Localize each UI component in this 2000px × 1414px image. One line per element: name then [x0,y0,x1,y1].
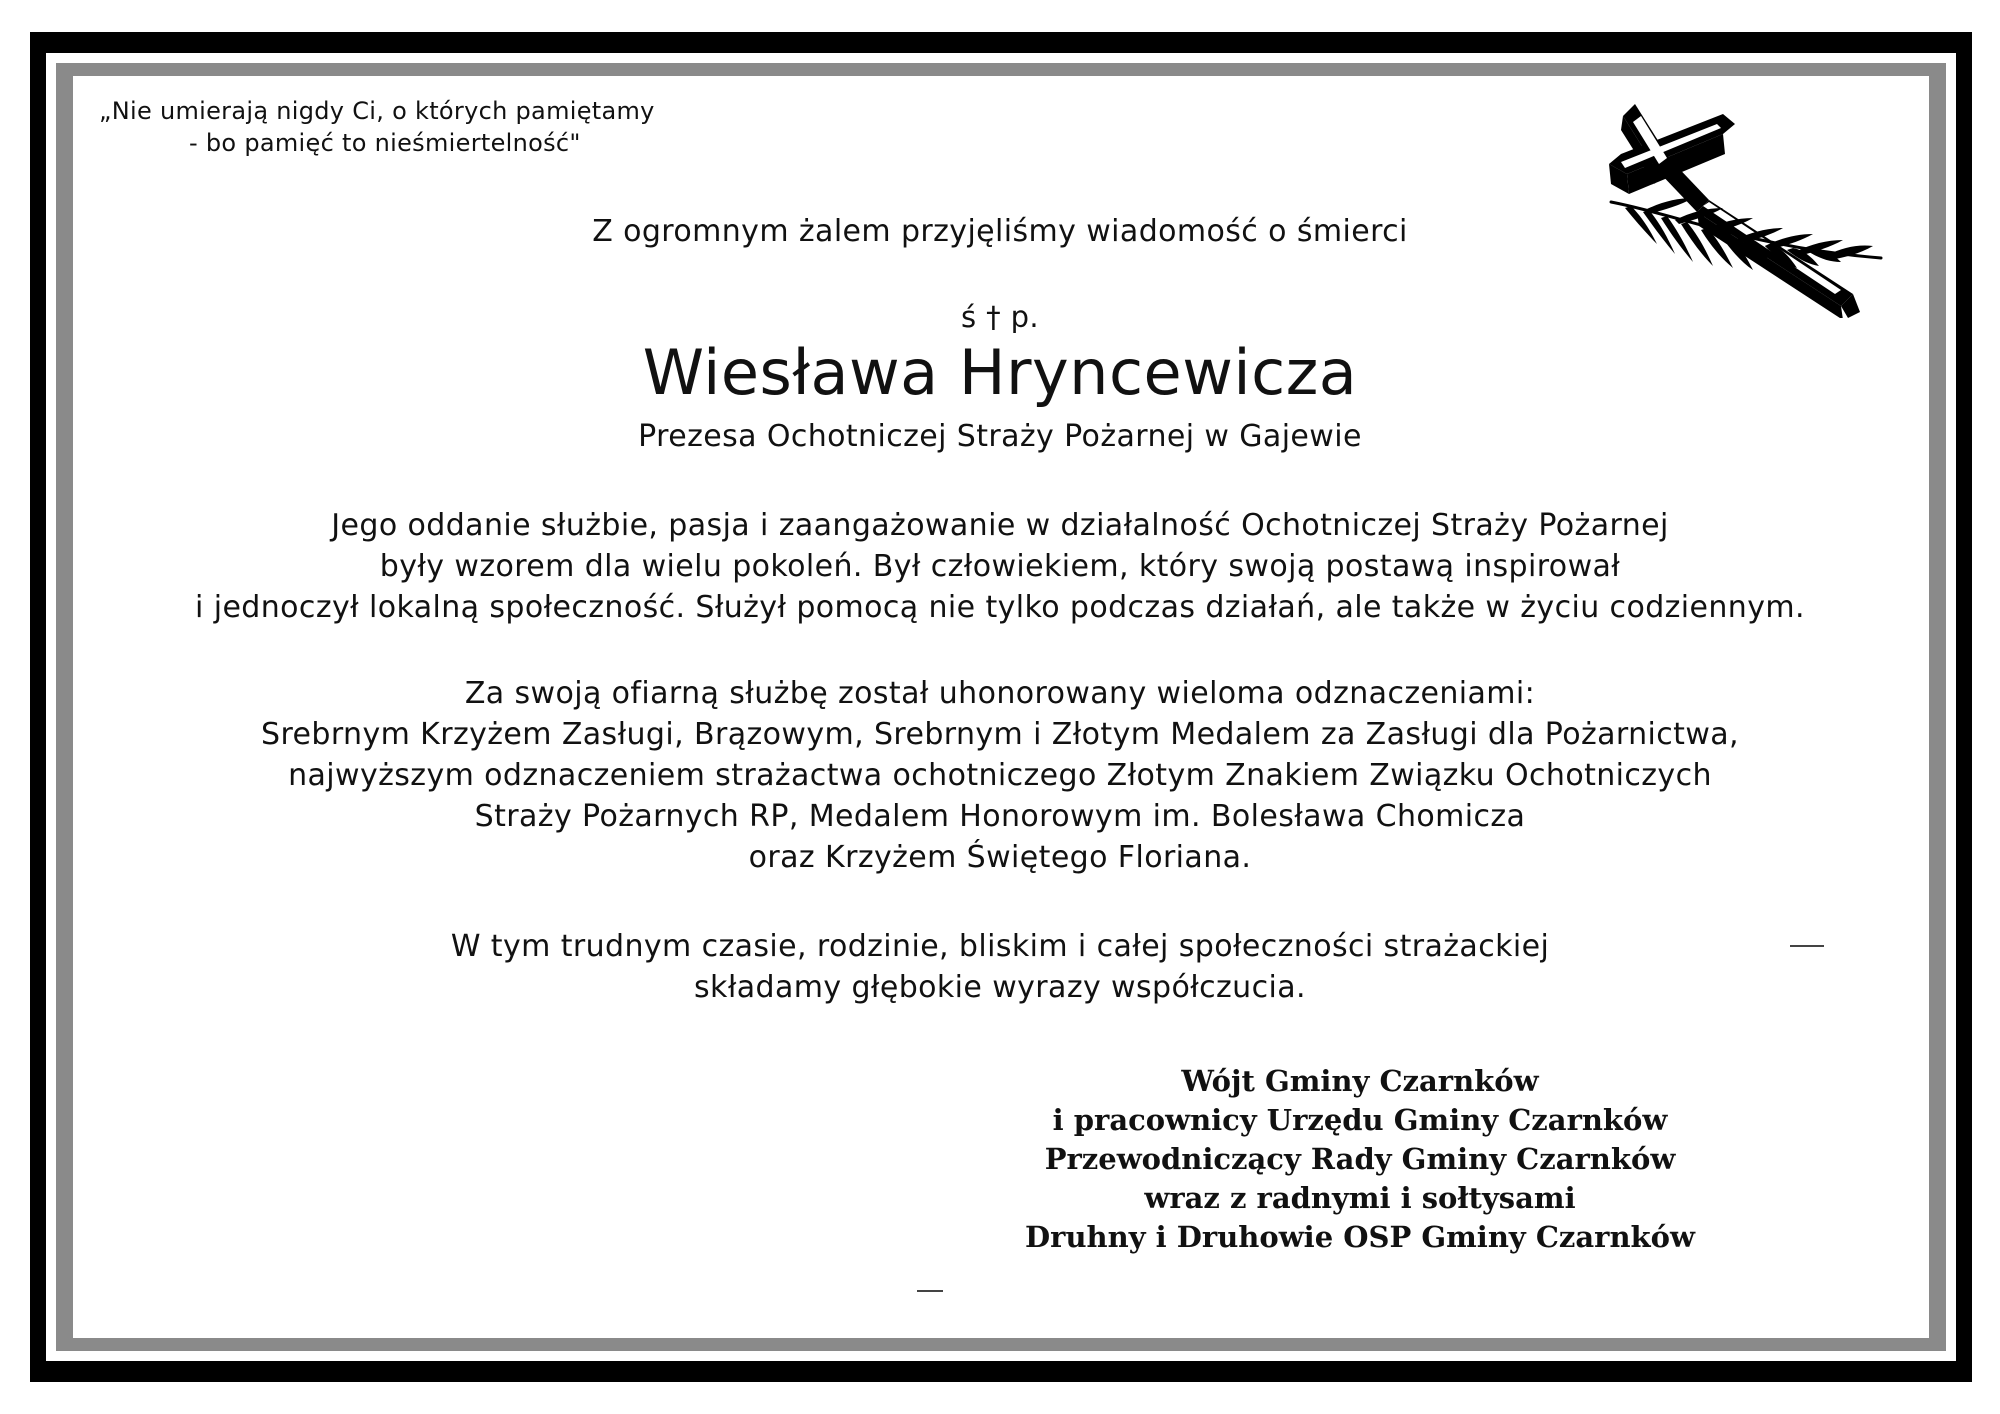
signature-line: Druhny i Druhowie OSP Gminy Czarnków [1025,1220,1695,1254]
paragraph-line: składamy głębokie wyrazy współczucia. [694,970,1306,1005]
decorative-dash [917,1290,943,1292]
decorative-dash [1790,945,1824,947]
paragraph-condolences [0,926,2000,1008]
deceased-role: Prezesa Ochotniczej Straży Pożarnej w Gajewie [638,419,1362,454]
paragraph-service [0,505,2000,628]
paragraph-line: były wzorem dla wielu pokoleń. Był człowiekiem, który swoją postawą inspirował [379,549,1621,584]
paragraph-line: najwyższym odznaczeniem strażactwa ochotniczego Złotym Znakiem Związku Ochotniczych [288,758,1712,793]
motto-line-2: - bo pamięć to nieśmiertelność" [189,129,581,157]
signature-line: Przewodniczący Rady Gminy Czarnków [1044,1142,1676,1176]
deceased-name: Wiesława Hryncewicza [642,336,1358,409]
motto-line-1: „Nie umierają nigdy Ci, o których pamiętamy [99,97,655,125]
paragraph-line: i jednoczył lokalną społeczność. Służył pomocą nie tylko podczas działań, ale także w życiu codziennym. [195,590,1805,625]
sp-abbreviation: ś † p. [960,300,1040,334]
signature-line: Wójt Gminy Czarnków [1181,1064,1539,1098]
motto-quote [99,95,655,159]
paragraph-honors [0,673,2000,878]
paragraph-line: Straży Pożarnych RP, Medalem Honorowym im. Bolesława Chomicza [474,799,1526,834]
paragraph-line: Za swoją ofiarną służbę został uhonorowany wieloma odznaczeniami: [464,676,1536,711]
paragraph-line: oraz Krzyżem Świętego Floriana. [748,840,1252,875]
paragraph-line: W tym trudnym czasie, rodzinie, bliskim i całej społeczności strażackiej [450,929,1550,964]
signature-line: i pracownicy Urzędu Gminy Czarnków [1052,1103,1668,1137]
paragraph-line: Srebrnym Krzyżem Zasługi, Brązowym, Srebrnym i Złotym Medalem za Zasługi dla Pożarnictwa, [261,717,1739,752]
signature-line: wraz z radnymi i sołtysami [1144,1181,1576,1215]
intro-text: Z ogromnym żalem przyjęliśmy wiadomość o śmierci [592,214,1408,249]
signature-block [740,1062,1980,1257]
paragraph-line: Jego oddanie służbie, pasja i zaangażowanie w działalność Ochotniczej Straży Pożarnej [331,508,1669,543]
cross-with-palm-branch-icon [1605,98,1890,318]
